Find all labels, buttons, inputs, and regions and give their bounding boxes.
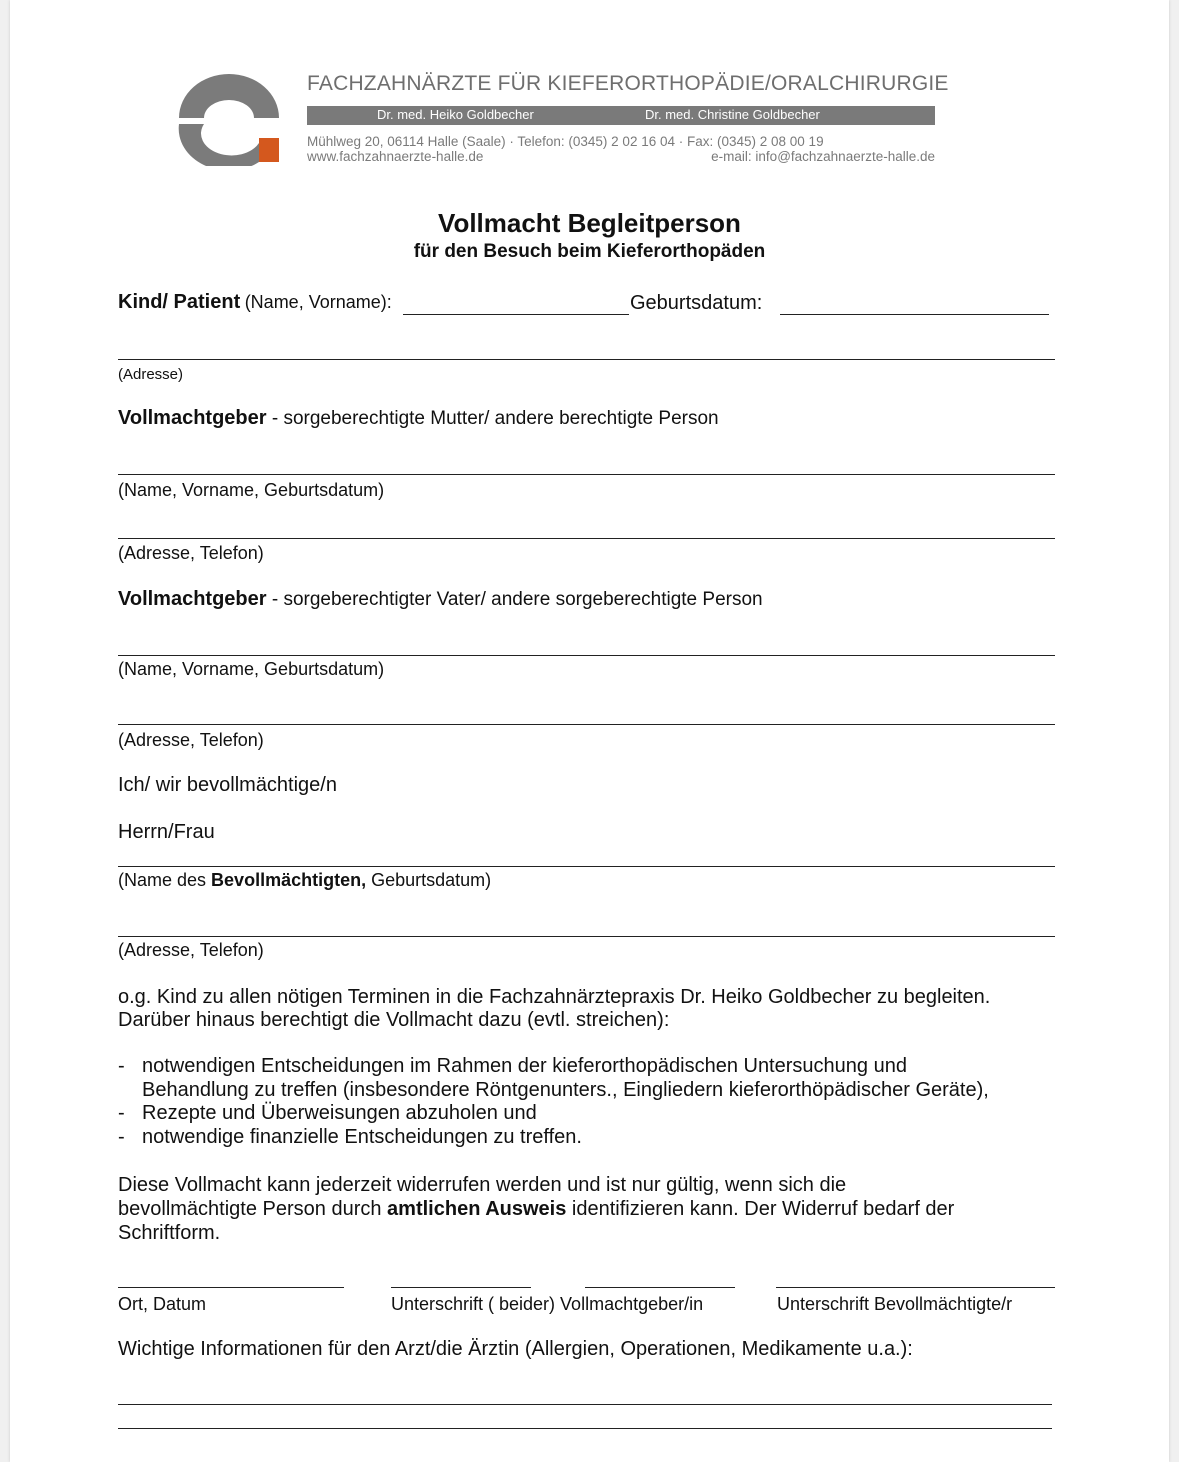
medical-info-line-2[interactable]	[118, 1428, 1052, 1429]
grantor-mother-name-caption: (Name, Vorname, Geburtsdatum)	[118, 480, 385, 500]
place-date-caption: Ort, Datum	[118, 1294, 207, 1314]
authorized-caption-bold: Bevollmächtigten,	[211, 870, 367, 890]
patient-address-field[interactable]	[118, 359, 1055, 360]
authorized-name-field[interactable]	[118, 866, 1055, 867]
grantor-signature-field-2[interactable]	[585, 1287, 735, 1288]
medical-info-line-1[interactable]	[118, 1404, 1052, 1405]
document-title: Vollmacht Begleitperson	[438, 208, 741, 238]
para1-line1: o.g. Kind zu allen nötigen Terminen in die Fachzahnärztepraxis Dr. Heiko Goldbecher zu begleiten.	[118, 986, 991, 1008]
grantor-father-label	[118, 588, 763, 611]
authorized-address-caption: (Adresse, Telefon)	[118, 940, 264, 960]
patient-label-small: (Name, Vorname):	[244, 292, 392, 312]
authorization-intro: Ich/ wir bevollmächtige/n	[118, 774, 337, 796]
grantor-father-address-caption: (Adresse, Telefon)	[118, 730, 264, 750]
grantor-father-label-bold: Vollmachtgeber	[118, 588, 267, 610]
bullet-marker: -	[118, 1102, 125, 1124]
place-date-field[interactable]	[118, 1287, 344, 1288]
bullet1-line1: notwendigen Entscheidungen im Rahmen der kieferorthopädischen Untersuchung und	[142, 1055, 907, 1077]
bullet-marker: -	[118, 1055, 125, 1077]
grantor-mother-name-field[interactable]	[118, 474, 1055, 475]
doctors-bar	[307, 106, 935, 125]
grantor-signature-field-1[interactable]	[391, 1287, 531, 1288]
patient-name-field[interactable]	[403, 314, 629, 315]
practice-title: FACHZAHNÄRZTE FÜR KIEFERORTHOPÄDIE/ORALCHIRURGIE	[307, 72, 949, 95]
birthdate-label: Geburtsdatum:	[630, 292, 763, 314]
para2-line2	[118, 1197, 954, 1221]
authorized-name-caption	[118, 870, 491, 891]
contact-email: e-mail: info@fachzahnaerzte-halle.de	[711, 149, 935, 164]
bullet-item-1	[118, 1055, 989, 1102]
bullet-list	[118, 1055, 989, 1149]
patient-label	[118, 291, 392, 314]
authorized-signature-field[interactable]	[776, 1287, 1055, 1288]
patient-address-caption: (Adresse)	[118, 366, 184, 383]
medical-info-label: Wichtige Informationen für den Arzt/die Ärztin (Allergien, Operationen, Medikamente u.a.):	[118, 1338, 913, 1360]
authorized-caption-pre: (Name des	[118, 870, 212, 890]
grantor-mother-address-caption: (Adresse, Telefon)	[118, 543, 264, 563]
para2-line2-post: identifizieren kann. Der Widerruf bedarf der	[566, 1198, 955, 1220]
grantor-father-name-caption: (Name, Vorname, Geburtsdatum)	[118, 659, 385, 679]
bullet-item-3	[118, 1125, 989, 1150]
bullet3-text: notwendige finanzielle Entscheidungen zu treffen.	[142, 1125, 582, 1148]
doctor-name-2: Dr. med. Christine Goldbecher	[645, 107, 820, 122]
document-subtitle: für den Besuch beim Kieferorthopäden	[413, 241, 766, 262]
practice-logo	[176, 74, 282, 166]
bullet-item-2	[118, 1102, 989, 1126]
grantor-mother-label-bold: Vollmachtgeber	[118, 407, 267, 429]
para2-line2-bold: amtlichen Ausweis	[387, 1198, 567, 1220]
para2-line1: Diese Vollmacht kann jederzeit widerrufen werden und ist nur gültig, wenn sich die	[118, 1174, 847, 1196]
contact-website: www.fachzahnaerzte-halle.de	[307, 149, 484, 164]
body-paragraph-1	[118, 986, 990, 1032]
para1-line2: Darüber hinaus berechtigt die Vollmacht dazu (evtl. streichen):	[118, 1009, 670, 1031]
para2-line3: Schriftform.	[118, 1222, 221, 1244]
authorized-signature-caption: Unterschrift Bevollmächtigte/r	[777, 1294, 1013, 1314]
grantor-mother-label-rest: - sorgeberechtigte Mutter/ andere berechtigte Person	[266, 408, 719, 429]
grantor-father-label-rest: - sorgeberechtigter Vater/ andere sorgeberechtigte Person	[266, 589, 763, 610]
bullet2-text: Rezepte und Überweisungen abzuholen und	[142, 1102, 537, 1124]
patient-birthdate-field[interactable]	[780, 314, 1049, 315]
para2-line2-pre: bevollmächtigte Person durch	[118, 1198, 388, 1220]
bullet1-line2: Behandlung zu treffen (insbesondere Röntgenunters., Eingliedern kieferorthöpädischer Geräte),	[142, 1078, 989, 1101]
bullet-marker: -	[118, 1125, 125, 1148]
grantor-father-address-field[interactable]	[118, 724, 1055, 725]
authorized-caption-post: Geburtsdatum)	[366, 870, 492, 890]
grantor-mother-address-field[interactable]	[118, 538, 1055, 539]
patient-label-bold: Kind/ Patient	[118, 291, 241, 313]
doctor-name-1: Dr. med. Heiko Goldbecher	[377, 107, 534, 122]
body-paragraph-2	[118, 1173, 954, 1245]
grantor-signature-caption: Unterschrift ( beider) Vollmachtgeber/in	[391, 1294, 704, 1314]
contact-address: Mühlweg 20, 06114 Halle (Saale) · Telefon: (0345) 2 02 16 04 · Fax: (0345) 2 08 00 19	[307, 134, 824, 149]
grantor-father-name-field[interactable]	[118, 655, 1055, 656]
document-page	[10, 0, 1169, 1462]
grantor-mother-label	[118, 407, 719, 430]
authorization-salutation: Herrn/Frau	[118, 821, 215, 843]
authorized-address-field[interactable]	[118, 936, 1055, 937]
